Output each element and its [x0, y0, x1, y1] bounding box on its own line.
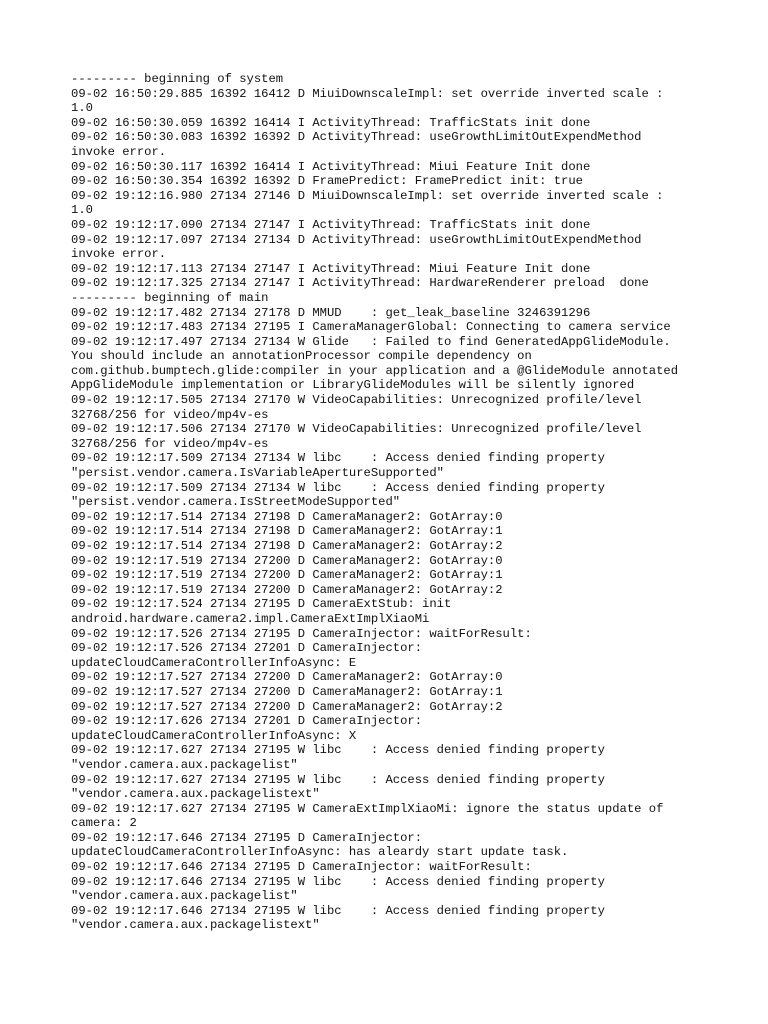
log-line: updateCloudCameraControllerInfoAsync: E [71, 655, 357, 670]
log-line: "persist.vendor.camera.IsStreetModeSupported" [71, 495, 401, 510]
log-line: 09-02 19:12:17.519 27134 27200 D CameraManager2: GotArray:1 [71, 568, 503, 583]
log-line: AppGlideModule implementation or LibraryGlideModules will be silently ignored [71, 378, 635, 393]
log-line: com.github.bumptech.glide:compiler in your application and a @GlideModule annotated [71, 363, 679, 378]
log-line: 09-02 19:12:17.627 27134 27195 W libc : Access denied finding property [71, 743, 605, 758]
log-line: 09-02 19:12:17.090 27134 27147 I ActivityThread: TrafficStats init done [71, 217, 591, 232]
log-line: 09-02 19:12:17.646 27134 27195 D CameraInjector: [71, 830, 423, 845]
log-line: invoke error. [71, 247, 167, 262]
log-line: --------- beginning of main [71, 290, 269, 305]
log-line: 09-02 19:12:17.325 27134 27147 I ActivityThread: HardwareRenderer preload done [71, 276, 649, 291]
log-line: 09-02 19:12:17.627 27134 27195 W CameraExtImplXiaoMi: ignore the status update of [71, 801, 664, 816]
log-line: 09-02 19:12:17.646 27134 27195 D CameraInjector: waitForResult: [71, 860, 532, 875]
log-line: 09-02 16:50:30.117 16392 16414 I ActivityThread: Miui Feature Init done [71, 159, 591, 174]
log-line: --------- beginning of system [71, 72, 284, 86]
log-line: 09-02 19:12:17.526 27134 27195 D CameraInjector: waitForResult: [71, 626, 532, 641]
log-line: 09-02 19:12:17.113 27134 27147 I ActivityThread: Miui Feature Init done [71, 261, 591, 276]
log-line: 09-02 19:12:17.519 27134 27200 D CameraManager2: GotArray:0 [71, 553, 503, 568]
log-line: 09-02 19:12:17.505 27134 27170 W VideoCapabilities: Unrecognized profile/level [71, 393, 642, 408]
log-line: 32768/256 for video/mp4v-es [71, 407, 269, 422]
log-line: 09-02 19:12:17.646 27134 27195 W libc : Access denied finding property [71, 903, 605, 918]
log-line: 09-02 19:12:17.527 27134 27200 D CameraManager2: GotArray:1 [71, 684, 503, 699]
log-line: 09-02 19:12:17.483 27134 27195 I CameraManagerGlobal: Connecting to camera service [71, 320, 671, 335]
log-line: android.hardware.camera2.impl.CameraExtImplXiaoMi [71, 611, 430, 626]
log-line: invoke error. [71, 144, 167, 159]
log-line: 09-02 19:12:17.514 27134 27198 D CameraManager2: GotArray:2 [71, 539, 503, 553]
log-line: 32768/256 for video/mp4v-es [71, 436, 269, 451]
log-line: 09-02 19:12:17.524 27134 27195 D CameraExtStub: init [71, 597, 452, 612]
log-line: 09-02 19:12:17.519 27134 27200 D CameraManager2: GotArray:2 [71, 582, 503, 597]
log-line: "vendor.camera.aux.packagelist" [71, 889, 298, 904]
log-line: 09-02 19:12:17.626 27134 27201 D CameraInjector: [71, 714, 423, 729]
log-line: 09-02 19:12:17.509 27134 27134 W libc : Access denied finding property [71, 480, 605, 495]
log-line: "vendor.camera.aux.packagelist" [71, 757, 298, 772]
log-line: 09-02 19:12:17.527 27134 27200 D CameraManager2: GotArray:0 [71, 670, 503, 685]
log-output [71, 72, 711, 933]
log-line: 09-02 19:12:17.526 27134 27201 D CameraInjector: [71, 641, 423, 656]
log-line: updateCloudCameraControllerInfoAsync: has aleardy start update task. [71, 845, 569, 860]
log-line: 09-02 19:12:17.514 27134 27198 D CameraManager2: GotArray:1 [71, 524, 503, 539]
log-line: camera: 2 [71, 816, 137, 831]
log-line: 09-02 19:12:17.527 27134 27200 D CameraManager2: GotArray:2 [71, 699, 503, 714]
log-line: "vendor.camera.aux.packagelistext" [71, 787, 320, 802]
log-line: 09-02 19:12:17.514 27134 27198 D CameraManager2: GotArray:0 [71, 509, 503, 524]
log-line: 09-02 16:50:30.083 16392 16392 D ActivityThread: useGrowthLimitOutExpendMethod [71, 130, 642, 145]
log-line: 09-02 16:50:30.059 16392 16414 I ActivityThread: TrafficStats init done [71, 115, 591, 130]
log-line: updateCloudCameraControllerInfoAsync: X [71, 728, 357, 743]
log-line: 09-02 19:12:17.646 27134 27195 W libc : Access denied finding property [71, 874, 605, 889]
log-line: "persist.vendor.camera.IsVariableApertureSupported" [71, 466, 444, 481]
log-line: "vendor.camera.aux.packagelistext" [71, 918, 320, 933]
log-line: 09-02 19:12:17.097 27134 27134 D ActivityThread: useGrowthLimitOutExpendMethod [71, 232, 642, 247]
log-line: 09-02 16:50:29.885 16392 16412 D MiuiDownscaleImpl: set override inverted scale : [71, 86, 664, 101]
log-line: 09-02 19:12:17.506 27134 27170 W VideoCapabilities: Unrecognized profile/level [71, 422, 642, 437]
log-line: You should include an annotationProcessor compile dependency on [71, 349, 532, 364]
log-line: 09-02 19:12:17.627 27134 27195 W libc : Access denied finding property [71, 772, 605, 787]
log-line: 1.0 [71, 101, 93, 116]
log-line: 09-02 19:12:16.980 27134 27146 D MiuiDownscaleImpl: set override inverted scale : [71, 188, 664, 203]
log-line: 09-02 16:50:30.354 16392 16392 D FramePredict: FramePredict init: true [71, 174, 583, 189]
log-line: 09-02 19:12:17.497 27134 27134 W Glide : Failed to find GeneratedAppGlideModule. [71, 334, 671, 349]
log-line: 09-02 19:12:17.509 27134 27134 W libc : Access denied finding property [71, 451, 605, 466]
log-line: 1.0 [71, 203, 93, 218]
log-line: 09-02 19:12:17.482 27134 27178 D MMUD : get_leak_baseline 3246391296 [71, 305, 591, 320]
